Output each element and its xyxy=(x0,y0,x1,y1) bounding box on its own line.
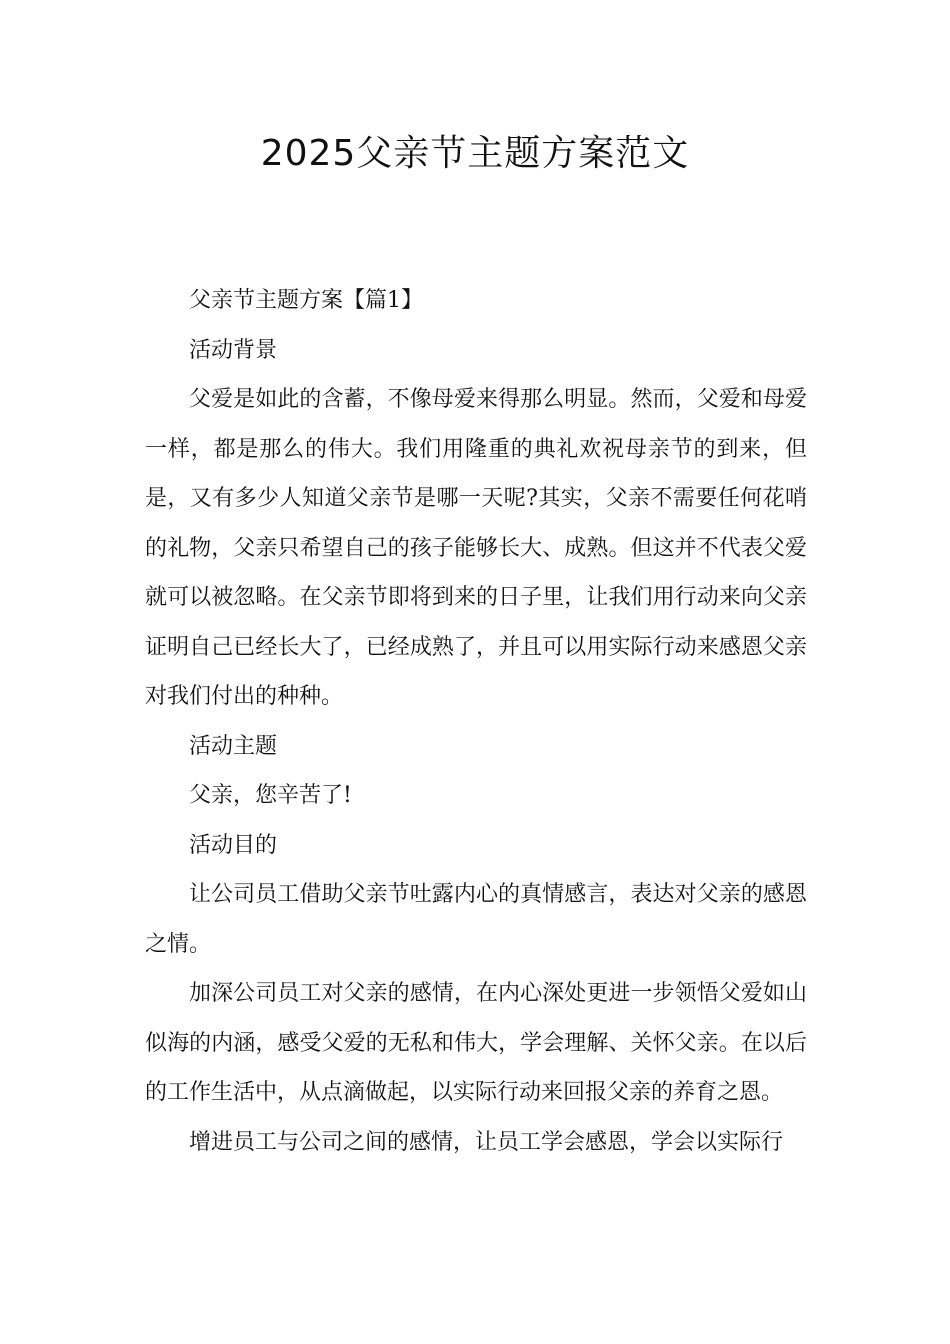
paragraph-background: 父爱是如此的含蓄，不像母爱来得那么明显。然而，父爱和母爱一样，都是那么的伟大。我们用隆重的典礼欢祝母亲节的到来，但是，又有多少人知道父亲节是哪一天呢?其实，父亲不需要任何花哨的礼物，父亲只希望自己的孩子能够长大、成熟。但这并不代表父爱就可以被忽略。在父亲节即将到来的日子里，让我们用行动来向父亲证明自己已经长大了，已经成熟了，并且可以用实际行动来感恩父亲对我们付出的种种。 xyxy=(145,387,807,709)
document-title: 2025父亲节主题方案范文 xyxy=(260,133,690,174)
paragraph-purpose-3: 增进员工与公司之间的感情，让员工学会感恩，学会以实际行 xyxy=(189,1129,784,1155)
subheading-theme: 活动主题 xyxy=(189,733,278,759)
paragraph-purpose-1: 让公司员工借助父亲节吐露内心的真情感言，表达对父亲的感恩之情。 xyxy=(145,882,807,957)
paragraph-theme: 父亲，您辛苦了! xyxy=(189,783,352,808)
subheading-purpose: 活动目的 xyxy=(189,832,278,858)
document-body xyxy=(145,276,807,1167)
subheading-background: 活动背景 xyxy=(189,337,278,363)
section-heading: 父亲节主题方案【篇1】 xyxy=(189,288,423,313)
paragraph-purpose-2: 加深公司员工对父亲的感情，在内心深处更进一步领悟父爱如山似海的内涵，感受父爱的无私和伟大，学会理解、关怀父亲。在以后的工作生活中，从点滴做起，以实际行动来回报父亲的养育之恩。 xyxy=(145,981,807,1105)
